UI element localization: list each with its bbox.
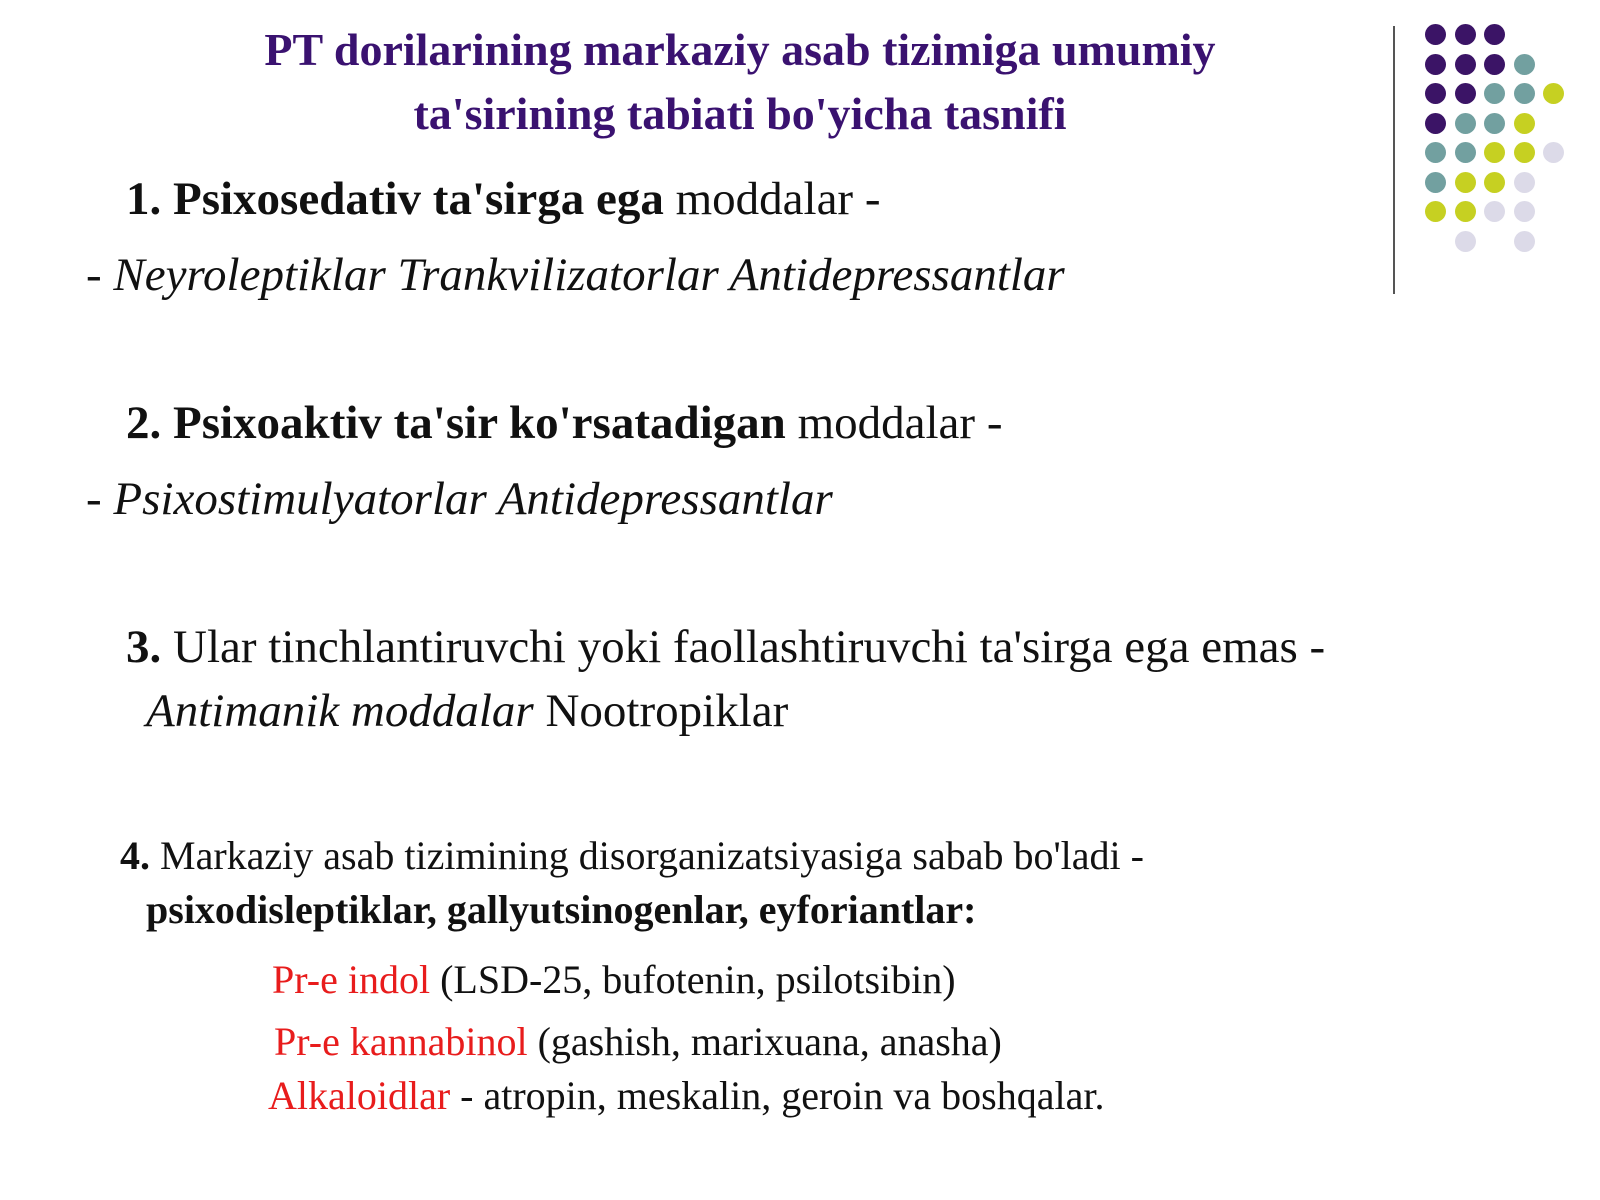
decorative-dot xyxy=(1455,24,1476,45)
slide-title-line-1: PT dorilarining markaziy asab tizimiga umumiy xyxy=(264,24,1216,75)
decorative-dot xyxy=(1425,113,1446,134)
example-2-text: (gashish, marixuana, anasha) xyxy=(537,1019,1002,1064)
item-4-number: 4. xyxy=(120,833,150,878)
example-1-highlight: Pr-e indol xyxy=(272,957,431,1002)
decorative-dot xyxy=(1455,113,1476,134)
decorative-dot xyxy=(1484,113,1505,134)
item-1-bold-text: Psixosedativ ta'sirga ega xyxy=(173,173,664,225)
decorative-dot xyxy=(1425,54,1446,75)
item-3-italic-class: Antimanik moddalar xyxy=(146,685,534,737)
item-4-bold-subline: psixodisleptiklar, gallyutsinogenlar, eyforiantlar: xyxy=(146,887,977,932)
decorative-dot xyxy=(1484,83,1505,104)
slide-title-line-2: ta'sirining tabiati bo'yicha tasnifi xyxy=(413,88,1067,139)
slide-title xyxy=(120,18,1360,146)
item-1-dash: - xyxy=(86,249,102,301)
decorative-dot xyxy=(1484,201,1505,222)
item-4-heading xyxy=(120,832,1144,879)
example-3-text: - atropin, meskalin, geroin va boshqalar. xyxy=(460,1073,1105,1118)
decorative-dot xyxy=(1425,201,1446,222)
example-3-highlight: Alkaloidlar xyxy=(268,1073,451,1118)
decorative-dot xyxy=(1455,83,1476,104)
item-2-rest-text: moddalar - xyxy=(797,397,1003,449)
item-2-heading xyxy=(126,396,1002,450)
example-row-3 xyxy=(268,1072,1104,1119)
item-4-text: Markaziy asab tizimining disorganizatsiyasiga sabab bo'ladi - xyxy=(160,833,1144,878)
item-3-number: 3. xyxy=(126,621,162,673)
item-2-bold-text: Psixoaktiv ta'sir ko'rsatadigan xyxy=(173,397,786,449)
decorative-dot xyxy=(1484,54,1505,75)
item-2-drug-classes: Psixostimulyatorlar Antidepressantlar xyxy=(113,473,833,525)
item-1-number: 1. xyxy=(126,173,162,225)
item-1-subline xyxy=(86,248,1065,302)
decorative-dot xyxy=(1455,142,1476,163)
decorative-dot xyxy=(1425,83,1446,104)
example-1-text: (LSD-25, bufotenin, psilotsibin) xyxy=(440,957,956,1002)
item-1-rest-text: moddalar - xyxy=(675,173,881,225)
decorative-dot xyxy=(1425,24,1446,45)
item-1-drug-classes: Neyroleptiklar Trankvilizatorlar Antidepressantlar xyxy=(113,249,1065,301)
item-2-subline xyxy=(86,472,833,526)
decorative-dot xyxy=(1484,172,1505,193)
decorative-dot xyxy=(1425,172,1446,193)
decorative-dot xyxy=(1514,201,1535,222)
decorative-dot xyxy=(1455,231,1476,252)
decorative-dot xyxy=(1543,83,1564,104)
decorative-dot xyxy=(1543,142,1564,163)
decorative-dot xyxy=(1425,142,1446,163)
decorative-dot xyxy=(1514,231,1535,252)
decorative-dot xyxy=(1514,54,1535,75)
example-2-highlight: Pr-e kannabinol xyxy=(274,1019,528,1064)
vertical-divider xyxy=(1393,26,1395,294)
example-row-1 xyxy=(272,956,956,1003)
decorative-dot xyxy=(1514,83,1535,104)
item-2-dash: - xyxy=(86,473,102,525)
decorative-dot xyxy=(1514,142,1535,163)
decorative-dot xyxy=(1455,54,1476,75)
decorative-dot-grid xyxy=(1425,24,1595,264)
decorative-dot xyxy=(1514,113,1535,134)
decorative-dot xyxy=(1455,201,1476,222)
example-row-2 xyxy=(274,1018,1002,1065)
decorative-dot xyxy=(1484,24,1505,45)
item-3-subline xyxy=(146,684,788,738)
decorative-dot xyxy=(1484,142,1505,163)
decorative-dot xyxy=(1455,172,1476,193)
item-2-number: 2. xyxy=(126,397,162,449)
decorative-dot xyxy=(1514,172,1535,193)
item-3-plain-class: Nootropiklar xyxy=(545,685,789,737)
item-3-text: Ular tinchlantiruvchi yoki faollashtiruvchi ta'sirga ega emas - xyxy=(173,621,1326,673)
item-3-heading xyxy=(126,620,1325,674)
item-1-heading xyxy=(126,172,880,226)
